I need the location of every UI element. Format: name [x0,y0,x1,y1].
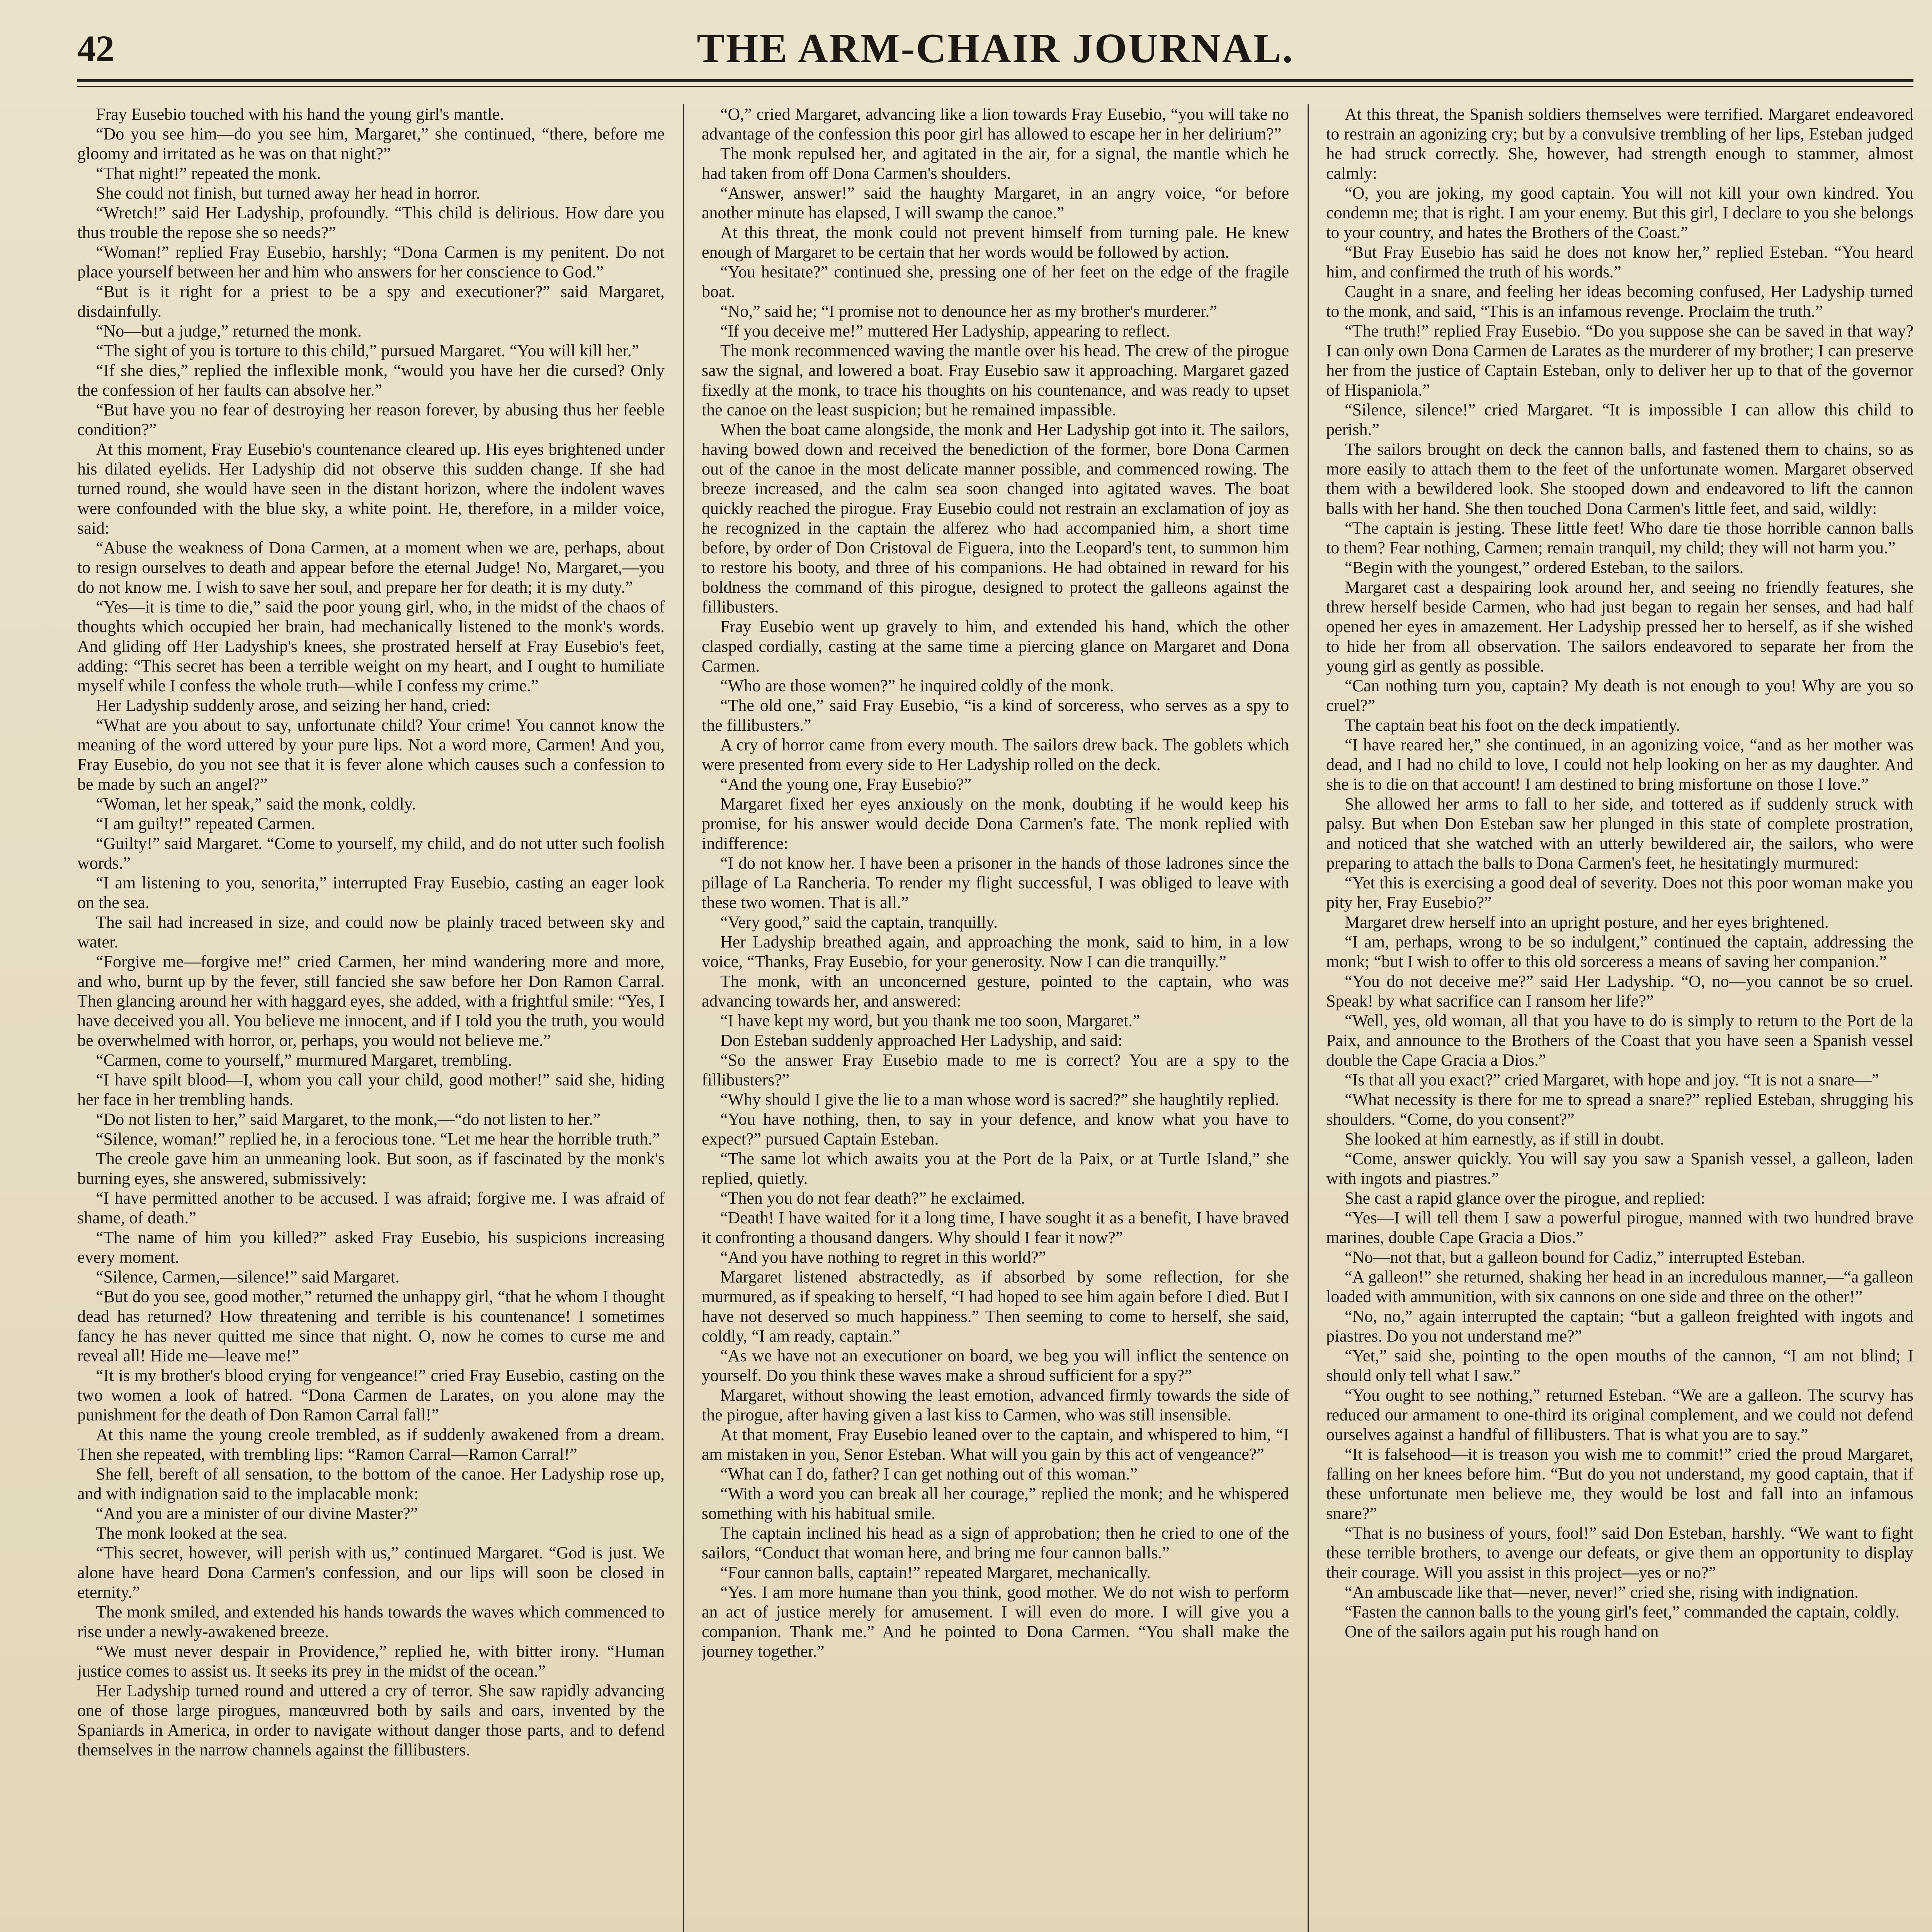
paragraph: A cry of horror came from every mouth. The sailors drew back. The goblets which were presented from every side to Her Ladyship rolled on the deck. [702,735,1289,774]
paragraph: “Can nothing turn you, captain? My death is not enough to you! Why are you so cruel?” [1326,676,1913,715]
paragraph: “The truth!” replied Fray Eusebio. “Do you suppose she can be saved in that way? I can only own Dona Carmen de Larates as the murderer of my brother; I can preserve her from the justice of Captain Esteban, only to deliver her up to that of the governor of Hispaniola.” [1326,321,1913,400]
paragraph: The sail had increased in size, and could now be plainly traced between sky and water. [77,913,665,951]
paragraph: “This secret, however, will perish with us,” continued Margaret. “God is just. We alone have heard Dona Carmen's confession, and our lips will soon be closed in eternity.” [77,1543,665,1602]
paragraph: Fray Eusebio touched with his hand the young girl's mantle. [96,105,504,124]
paragraph: The sailors brought on deck the cannon balls, and fastened them to chains, so as more easily to attach them to the feet of the unfortunate women. Margaret observed them with a bewildered look. She stooped down and endeavored to lift the cannon balls with her hand. She then touched Dona Carmen's little feet, and said, wildly: [1326,440,1913,518]
paragraph: “Come, answer quickly. You will say you saw a Spanish vessel, a galleon, laden with ingots and piastres.” [1326,1149,1913,1188]
paragraph: The monk looked at the sea. [96,1524,288,1543]
paragraph: “You do not deceive me?” said Her Ladyship. “O, no—you cannot be so cruel. Speak! by what sacrifice can I ransom her life?” [1326,972,1913,1010]
paragraph: “Why should I give the lie to a man whose word is sacred?” she haughtily replied. [720,1090,1279,1109]
paragraph: “Yes—I will tell them I saw a powerful pirogue, manned with two hundred brave marines, double Cape Gracia a Dios.” [1326,1208,1913,1247]
paragraph: “That night!” repeated the monk. [96,164,321,183]
paragraph: “But have you no fear of destroying her reason forever, by abusing thus her feeble condition?” [77,400,665,439]
column-1 [77,104,665,1932]
paragraph: “Very good,” said the captain, tranquilly. [720,913,998,932]
paragraph: “Woman, let her speak,” said the monk, coldly. [96,794,416,813]
paragraph: “I have permitted another to be accused. I was afraid; forgive me. I was afraid of shame, of death.” [77,1189,665,1227]
paragraph: “What can I do, father? I can get nothing out of this woman.” [720,1464,1138,1483]
paragraph: At this moment, Fray Eusebio's countenance cleared up. His eyes brightened under his dilated eyelids. Her Ladyship did not observe this sudden change. If she had turned round, she would have seen in the distant horizon, where the indolent waves were confounded with the blue sky, a white point. He, therefore, in a milder voice, said: [77,440,665,537]
paragraph: “Abuse the weakness of Dona Carmen, at a moment when we are, perhaps, about to resign ourselves to death and appear before the eternal Judge! No, Margaret,—you do not know me. I wish to save her soul, and prepare her for death; it is my duty.” [77,538,665,597]
paragraph: “I have spilt blood—I, whom you call your child, good mother!” said she, hiding her face in her trembling hands. [77,1070,665,1109]
paragraph: “And you have nothing to regret in this world?” [720,1248,1046,1267]
page-header [77,27,1913,85]
paragraph: “The same lot which awaits you at the Port de la Paix, or at Turtle Island,” she replied, quietly. [702,1149,1289,1188]
paragraph: “But is it right for a priest to be a spy and executioner?” said Margaret, disdainfully. [77,282,665,321]
paragraph: “An ambuscade like that—never, never!” cried she, rising with indignation. [1345,1583,1859,1602]
paragraph: Margaret fixed her eyes anxiously on the monk, doubting if he would keep his promise, for his answer would decide Dona Carmen's fate. The monk replied with indifference: [702,794,1289,853]
paragraph: “What are you about to say, unfortunate child? Your crime! You cannot know the meaning of the word uttered by your pure lips. Not a word more, Carmen! And you, Fray Eusebio, do you not see that it is fever alone which causes such a confession to be made by such an angel?” [77,716,665,794]
paragraph: She could not finish, but turned away her head in horror. [96,184,480,202]
paragraph: The monk smiled, and extended his hands towards the waves which commenced to rise under a newly-awakened breeze. [77,1602,665,1641]
paragraph: She allowed her arms to fall to her side, and tottered as if suddenly struck with palsy. But when Don Esteban saw her plunged in this state of complete prostration, and noticed that she watched with an utterly bewildered air, the sailors, who were preparing to attach the balls to Dona Carmen's feet, he hesitatingly murmured: [1326,794,1913,872]
paragraph: “Fasten the cannon balls to the young girl's feet,” commanded the captain, coldly. [1345,1602,1900,1621]
paragraph: “I am listening to you, senorita,” interrupted Fray Eusebio, casting an eager look on the sea. [77,873,665,912]
paragraph: The monk, with an unconcerned gesture, pointed to the captain, who was advancing towards her, and answered: [702,972,1289,1010]
paragraph: “No—not that, but a galleon bound for Cadiz,” interrupted Esteban. [1345,1248,1806,1267]
paragraph: “Silence, woman!” replied he, in a ferocious tone. “Let me hear the horrible truth.” [96,1129,660,1148]
paragraph: “Do you see him—do you see him, Margaret,” she continued, “there, before me gloomy and irritated as he was on that night?” [77,124,665,163]
paragraph: “Guilty!” said Margaret. “Come to yourself, my child, and do not utter such foolish words.” [77,834,665,872]
paragraph: The monk repulsed her, and agitated in the air, for a signal, the mantle which he had taken from off Dona Carmen's shoulders. [702,144,1289,183]
paragraph: At this threat, the Spanish soldiers themselves were terrified. Margaret endeavored to restrain an agonizing cry; but by a convulsive trembling of her lips, Esteban judged he had struck correctly. She, however, had strength enough to stammer, almost calmly: [1326,105,1913,183]
paragraph: “Silence, silence!” cried Margaret. “It is impossible I can allow this child to perish.” [1326,400,1913,439]
paragraph: She looked at him earnestly, as if still in doubt. [1345,1129,1664,1148]
column-3 [1326,104,1913,1932]
paragraph: “The sight of you is torture to this child,” pursued Margaret. “You will kill her.” [96,341,639,360]
paragraph: “As we have not an executioner on board, we beg you will inflict the sentence on yourself. Do you think these waves make a shroud sufficient for a spy?” [702,1346,1289,1385]
paragraph: “Silence, Carmen,—silence!” said Margaret. [96,1267,400,1286]
paragraph: “Is that all you exact?” cried Margaret, with hope and joy. “It is not a snare—” [1345,1070,1879,1089]
paragraph: “Answer, answer!” said the haughty Margaret, in an angry voice, “or before another minute has elapsed, I will swamp the canoe.” [702,184,1289,222]
paragraph: “No, no,” again interrupted the captain; “but a galleon freighted with ingots and piastres. Do you not understand me?” [1326,1307,1913,1345]
paragraph: “You have nothing, then, to say in your defence, and know what you have to expect?” pursued Captain Esteban. [702,1110,1289,1148]
paragraph: “But Fray Eusebio has said he does not know her,” replied Esteban. “You heard him, and confirmed the truth of his words.” [1326,243,1913,281]
paragraph: “Begin with the youngest,” ordered Esteban, to the sailors. [1345,558,1744,577]
paragraph: “Yes. I am more humane than you think, good mother. We do not wish to perform an act of justice merely for amusement. I will even do more. I will give you a companion. Thank me.” And he pointed to Dona Carmen. “You shall make the journey together.” [702,1583,1289,1661]
paragraph: Margaret listened abstractedly, as if absorbed by some reflection, for she murmured, as if speaking to herself, “I had hoped to see him again before I died. But I have not deserved so much happiness.” Then seeming to come to herself, she said, coldly, “I am ready, captain.” [702,1267,1289,1345]
paragraph: “You hesitate?” continued she, pressing one of her feet on the edge of the fragile boat. [702,262,1289,301]
paragraph: “Wretch!” said Her Ladyship, profoundly. “This child is delirious. How dare you thus trouble the repose she so needs?” [77,203,665,242]
paragraph: “And you are a minister of our divine Master?” [96,1504,418,1523]
paragraph: “Yes—it is time to die,” said the poor young girl, who, in the midst of the chaos of thoughts which occupied her brain, had mechanically listened to the monk's words. And gliding off Her Ladyship's knees, she prostrated herself at Fray Eusebio's feet, adding: “This secret has been a terrible weight on my heart, and I ought to humiliate myself while I confess the whole truth—while I confess my crime.” [77,597,665,695]
paragraph: “Yet,” said she, pointing to the open mouths of the cannon, “I am not blind; I should only tell what I saw.” [1326,1346,1913,1385]
paragraph: “O,” cried Margaret, advancing like a lion towards Fray Eusebio, “you will take no advantage of the confession this poor girl has allowed to escape her in her delirium?” [702,105,1289,143]
paragraph: At this threat, the monk could not prevent himself from turning pale. He knew enough of Margaret to be certain that her words would be followed by action. [702,223,1289,262]
paragraph: At that moment, Fray Eusebio leaned over to the captain, and whispered to him, “I am mistaken in you, Senor Esteban. What will you gain by this act of vengeance?” [702,1425,1289,1464]
paragraph: “So the answer Fray Eusebio made to me is correct? You are a spy to the fillibusters?” [702,1051,1289,1089]
paragraph: “Carmen, come to yourself,” murmured Margaret, trembling. [96,1051,512,1070]
paragraph: “Four cannon balls, captain!” repeated Margaret, mechanically. [720,1563,1151,1582]
paragraph: “I do not know her. I have been a prisoner in the hands of those ladrones since the pillage of La Rancheria. To render my flight successful, I was obliged to leave with these two women. That is all.” [702,854,1289,912]
paragraph: “O, you are joking, my good captain. You will not kill your own kindred. You condemn me; that is right. I am your enemy. But this girl, I declare to you she belongs to your country, and hates the Brothers of the Coast.” [1326,184,1913,242]
paragraph: “Who are those women?” he inquired coldly of the monk. [720,676,1114,695]
paragraph: “I am guilty!” repeated Carmen. [96,814,316,833]
paragraph: “What necessity is there for me to spread a snare?” replied Esteban, shrugging his shoulders. “Come, do you consent?” [1326,1090,1913,1129]
header-rule-thin [77,86,1913,87]
paragraph: “You ought to see nothing,” returned Esteban. “We are a galleon. The scurvy has reduced our armament to one-third its original complement, and we could not defend ourselves against a handful of fillibusters. That is what you are to say.” [1326,1386,1913,1444]
paragraph: When the boat came alongside, the monk and Her Ladyship got into it. The sailors, having bowed down and received the benediction of the former, bore Dona Carmen out of the canoe in the most delicate manner possible, and commenced rowing. The breeze increased, and the calm sea soon changed into agitated waves. The boat quickly reached the pirogue. Fray Eusebio could not restrain an exclamation of joy as he recognized in the captain the alferez who had accompanied him, a short time before, by order of Don Cristoval de Figuera, into the Leopard's tent, to summon him to restore his booty, and three of his companions. He had obtained in reward for his boldness the command of this pirogue, designed to protect the galleons against the fillibusters. [702,420,1289,616]
paragraph: “Do not listen to her,” said Margaret, to the monk,—“do not listen to her.” [96,1110,601,1129]
journal-title: THE ARM-CHAIR JOURNAL. [697,26,1294,71]
paragraph: “Death! I have waited for it a long time, I have sought it as a benefit, I have braved it confronting a thousand dangers. Why should I fear it now?” [702,1208,1289,1247]
paragraph: “And the young one, Fray Eusebio?” [720,775,972,794]
paragraph: Margaret cast a despairing look around her, and seeing no friendly features, she threw herself beside Carmen, who had just began to regain her senses, and had half opened her eyes in amazement. Her Ladyship pressed her to herself, as if she wished to hide her from all observation. The sailors endeavored to separate her from the young girl as gently as possible. [1326,578,1913,675]
paragraph: She cast a rapid glance over the pirogue, and replied: [1345,1189,1706,1208]
paragraph: “The captain is jesting. These little feet! Who dare tie those horrible cannon balls to them? Fear nothing, Carmen; remain tranquil, my child; they will not harm you.” [1326,519,1913,557]
paragraph: “But do you see, good mother,” returned the unhappy girl, “that he whom I thought dead has returned? How threatening and terrible is his countenance! I sometimes fancy he has never quitted me since that night. O, now he comes to curse me and reveal all! Hide me—leave me!” [77,1287,665,1365]
paragraph: She fell, bereft of all sensation, to the bottom of the canoe. Her Ladyship rose up, and with indignation said to the implacable monk: [77,1464,665,1503]
paragraph: “It is my brother's blood crying for vengeance!” cried Fray Eusebio, casting on the two women a look of hatred. “Dona Carmen de Larates, on you alone may the punishment for the death of Don Ramon Carral fall!” [77,1366,665,1424]
paragraph: “No—but a judge,” returned the monk. [96,321,362,340]
header-rule [77,79,1913,82]
paragraph: “If she dies,” replied the inflexible monk, “would you have her die cursed? Only the confession of her faults can absolve her.” [77,361,665,400]
paragraph: “Woman!” replied Fray Eusebio, harshly; “Dona Carmen is my penitent. Do not place yourself between her and him who answers for her conscience to God.” [77,243,665,281]
paragraph: The captain inclined his head as a sign of approbation; then he cried to one of the sailors, “Conduct that woman here, and bring me four cannon balls.” [702,1524,1289,1562]
paragraph: Fray Eusebio went up gravely to him, and extended his hand, which the other clasped cordially, casting at the same time a piercing glance on Margaret and Dona Carmen. [702,617,1289,675]
paragraph: Margaret, without showing the least emotion, advanced firmly towards the side of the pirogue, after having given a last kiss to Carmen, who was still insensible. [702,1386,1289,1424]
column-divider [1308,104,1309,1932]
paragraph: “It is falsehood—it is treason you wish me to commit!” cried the proud Margaret, falling on her knees before him. “But do you not understand, my good captain, that if these unfortunate men believe me, they would be lost and fall into an infamous snare?” [1326,1445,1913,1523]
paragraph: At this name the young creole trembled, as if suddenly awakened from a dream. Then she repeated, with trembling lips: “Ramon Carral—Ramon Carral!” [77,1425,665,1464]
paragraph: The monk recommenced waving the mantle over his head. The crew of the pirogue saw the signal, and lowered a boat. Fray Eusebio saw it approaching. Margaret gazed fixedly at the monk, to trace his thoughts on his countenance, and was ready to upset the canoe on the least suspicion; but he remained impassible. [702,341,1289,419]
paragraph: Margaret drew herself into an upright posture, and her eyes brightened. [1345,913,1829,932]
paragraph: “Well, yes, old woman, all that you have to do is simply to return to the Port de la Paix, and announce to the Brothers of the Coast that you have seen a Spanish vessel double the Cape Gracia a Dios.” [1326,1011,1913,1070]
paragraph: “Then you do not fear death?” he exclaimed. [720,1189,1026,1208]
page-number: 42 [77,28,114,69]
paragraph: “Forgive me—forgive me!” cried Carmen, her mind wandering more and more, and who, burnt up by the fever, still fancied she saw before her Don Ramon Carral. Then glancing around her with haggard eyes, she added, with a frightful smile: “Yes, I have deceived you all. You believe me innocent, and if I told you the truth, you would be overwhelmed with horror, or, perhaps, you would not believe me.” [77,952,665,1050]
paragraph: “We must never despair in Providence,” replied he, with bitter irony. “Human justice comes to assist us. It seeks its prey in the midst of the ocean.” [77,1642,665,1680]
column-2 [702,104,1289,1932]
column-divider [683,104,684,1932]
paragraph: “I have reared her,” she continued, in an agonizing voice, “and as her mother was dead, and I had no child to love, I could not help looking on her as my daughter. And she is to die on that account! I am destined to bring misfortune on those I love.” [1326,735,1913,794]
paragraph: “I am, perhaps, wrong to be so indulgent,” continued the captain, addressing the monk; “but I wish to offer to this old sorceress a means of saving her companion.” [1326,932,1913,971]
paragraph: “Yet this is exercising a good deal of severity. Does not this poor woman make you pity her, Fray Eusebio?” [1326,873,1913,912]
paragraph: Don Esteban suddenly approached Her Ladyship, and said: [720,1031,1123,1050]
paragraph: The creole gave him an unmeaning look. But soon, as if fascinated by the monk's burning eyes, she answered, submissively: [77,1149,665,1188]
paragraph: “No,” said he; “I promise not to denounce her as my brother's murderer.” [720,302,1217,321]
paragraph: “The old one,” said Fray Eusebio, “is a kind of sorceress, who serves as a spy to the fillibusters.” [702,696,1289,735]
paragraph: The captain beat his foot on the deck impatiently. [1345,716,1680,735]
paragraph: Her Ladyship breathed again, and approaching the monk, said to him, in a low voice, “Thanks, Fray Eusebio, for your generosity. Now I can die tranquilly.” [702,932,1289,971]
paragraph: “The name of him you killed?” asked Fray Eusebio, his suspicions increasing every moment. [77,1228,665,1267]
paragraph: Her Ladyship turned round and uttered a cry of terror. She saw rapidly advancing one of those large pirogues, manœuvred both by sails and oars, invented by the Spaniards in America, in order to navigate without danger those parts, and to defend themselves in the narrow channels against the fillibusters. [77,1681,665,1759]
paragraph: “I have kept my word, but you thank me too soon, Margaret.” [720,1011,1140,1030]
paragraph: “If you deceive me!” muttered Her Ladyship, appearing to reflect. [720,321,1170,340]
paragraph: “That is no business of yours, fool!” said Don Esteban, harshly. “We want to fight these terrible brothers, to avenge our defeats, or give them an opportunity to display their courage. Will you assist in this project—yes or no?” [1326,1524,1913,1582]
paragraph: One of the sailors again put his rough hand on [1345,1622,1659,1641]
paragraph: Caught in a snare, and feeling her ideas becoming confused, Her Ladyship turned to the monk, and said, “This is an infamous revenge. Proclaim the truth.” [1326,282,1913,321]
paragraph: Her Ladyship suddenly arose, and seizing her hand, cried: [96,696,491,715]
paragraph: “With a word you can break all her courage,” replied the monk; and he whispered something with his habitual smile. [702,1484,1289,1523]
paragraph: “A galleon!” she returned, shaking her head in an incredulous manner,—“a galleon loaded with ammunition, with six cannons on one side and three on the other!” [1326,1267,1913,1306]
text-columns [77,104,1913,1932]
